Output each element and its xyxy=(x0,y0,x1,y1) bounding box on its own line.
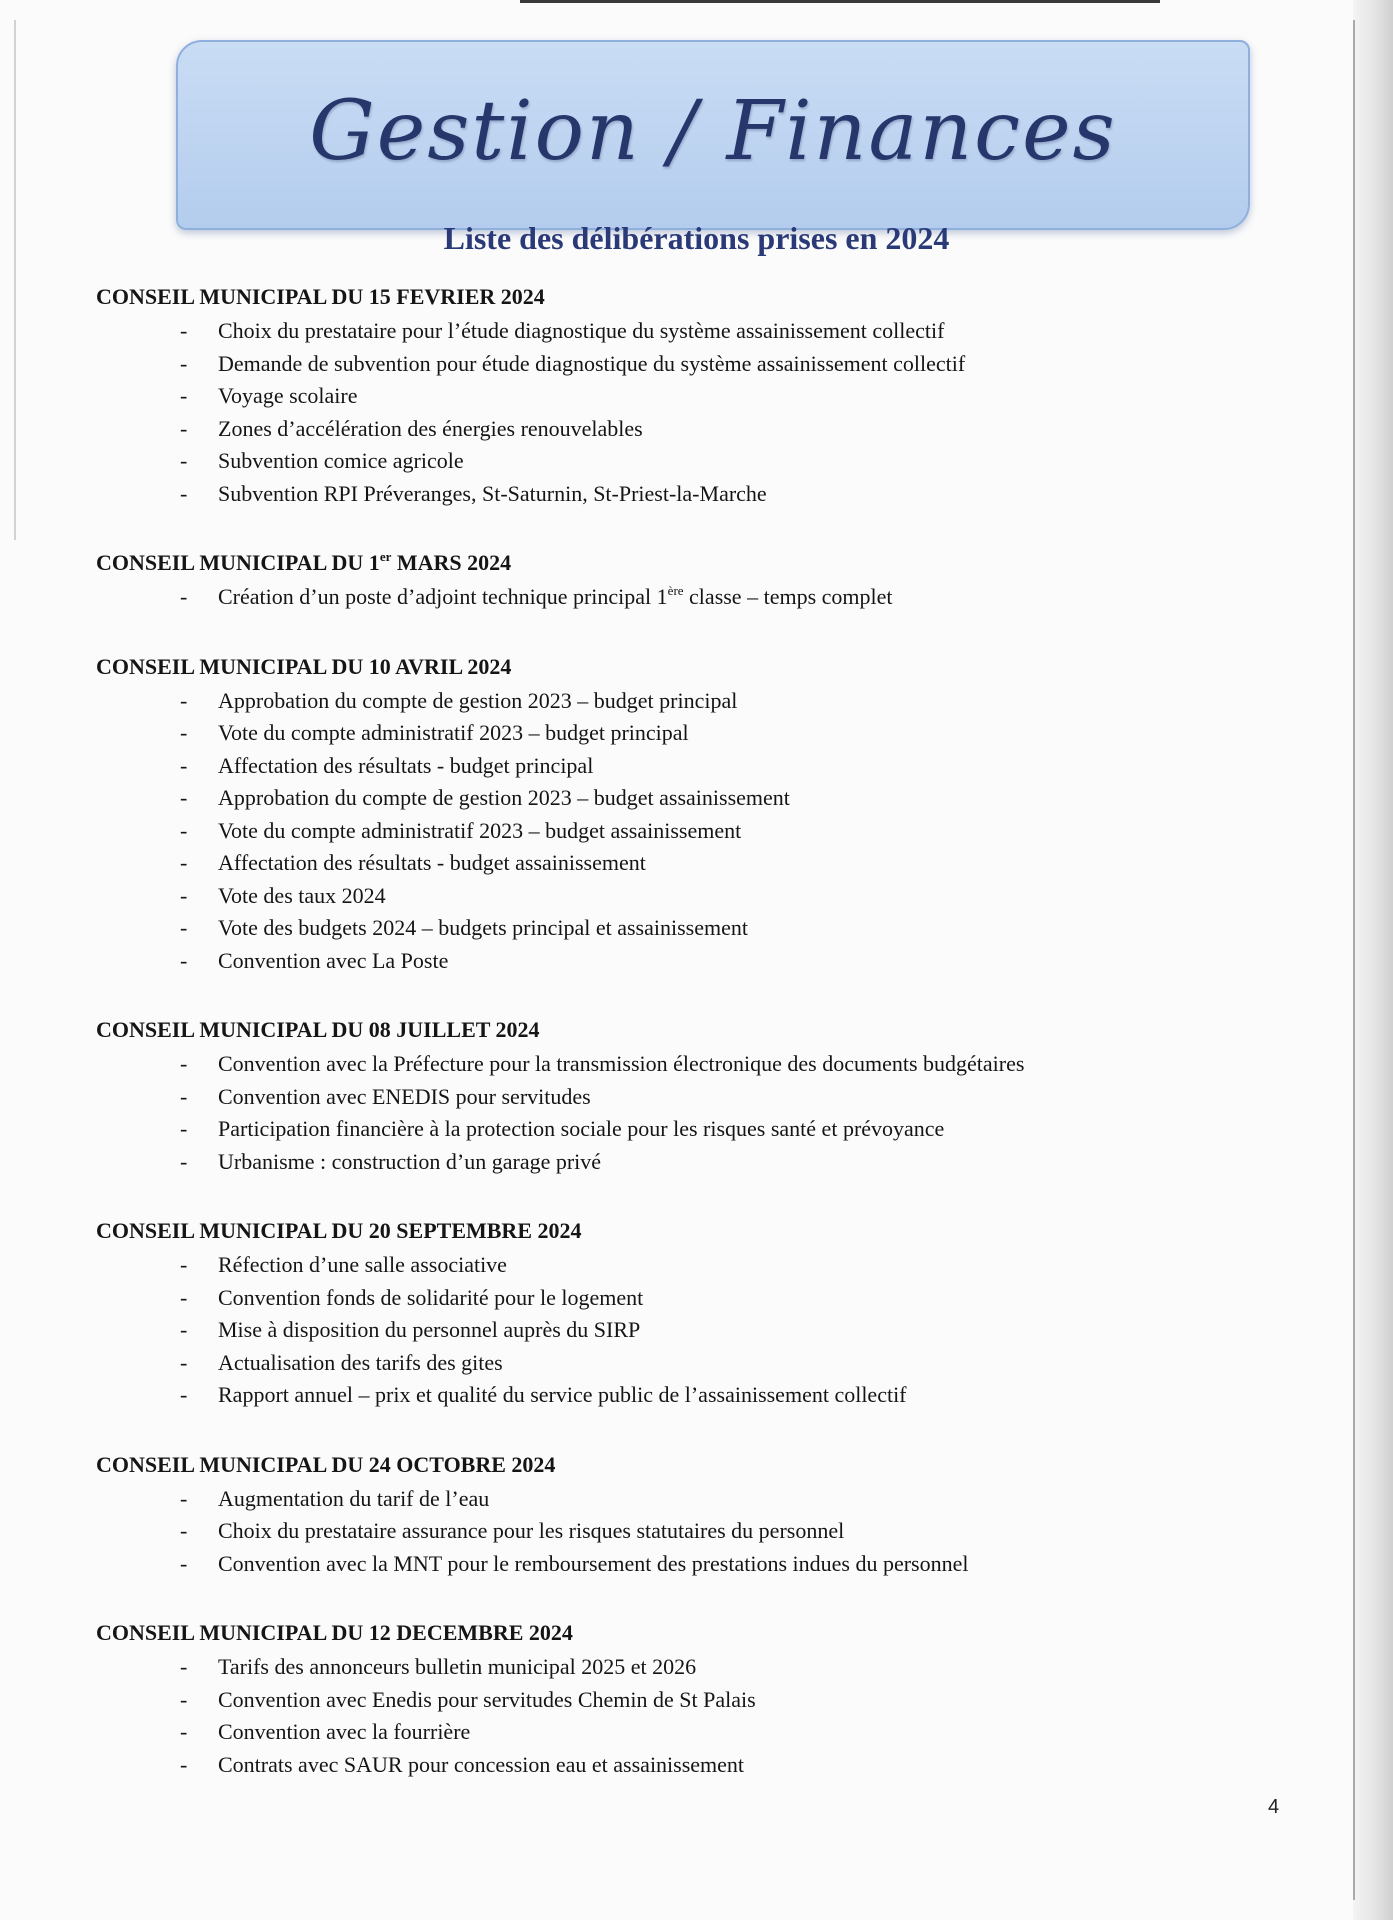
list-item: - Choix du prestataire assurance pour les risques statutaires du personnel xyxy=(180,1515,1276,1548)
page-subtitle: Liste des délibérations prises en 2024 xyxy=(443,220,950,256)
deliberation-items xyxy=(96,315,1276,510)
scan-edge-right-line xyxy=(1353,20,1355,1900)
list-item: - Actualisation des tarifs des gites xyxy=(180,1347,1276,1380)
list-item: - Convention avec la Préfecture pour la transmission électronique des documents budgétaires xyxy=(180,1048,1276,1081)
list-item: - Convention avec la fourrière xyxy=(180,1716,1276,1749)
session-mars xyxy=(96,548,1276,614)
list-item: - Affectation des résultats - budget assainissement xyxy=(180,847,1276,880)
deliberation-items xyxy=(96,1249,1276,1412)
session-avril xyxy=(96,652,1276,978)
deliberation-items xyxy=(96,581,1276,614)
session-heading: CONSEIL MUNICIPAL DU 12 DECEMBRE 2024 xyxy=(96,1620,573,1645)
list-item: - Subvention comice agricole xyxy=(180,445,1276,478)
session-septembre xyxy=(96,1216,1276,1412)
list-item: - Convention avec ENEDIS pour servitudes xyxy=(180,1081,1276,1114)
heading-text: CONSEIL MUNICIPAL DU 1 xyxy=(96,550,380,575)
deliberation-items xyxy=(96,1483,1276,1581)
list-item: - Convention avec la MNT pour le remboursement des prestations indues du personnel xyxy=(180,1548,1276,1581)
list-item: - Voyage scolaire xyxy=(180,380,1276,413)
session-octobre xyxy=(96,1450,1276,1581)
session-heading xyxy=(96,548,1276,578)
list-item: - Mise à disposition du personnel auprès du SIRP xyxy=(180,1314,1276,1347)
list-item: - Vote des taux 2024 xyxy=(180,880,1276,913)
list-item: - Convention avec La Poste xyxy=(180,945,1276,978)
list-item: - Convention avec Enedis pour servitudes Chemin de St Palais xyxy=(180,1684,1276,1717)
session-juillet xyxy=(96,1015,1276,1178)
session-heading: CONSEIL MUNICIPAL DU 10 AVRIL 2024 xyxy=(96,653,512,679)
list-item: - Vote du compte administratif 2023 – budget principal xyxy=(180,717,1276,750)
scan-edge-left xyxy=(14,20,16,540)
list-item xyxy=(180,581,1276,614)
page-number: 4 xyxy=(1268,1796,1280,1818)
heading-superscript: er xyxy=(379,549,392,564)
session-heading: CONSEIL MUNICIPAL DU 15 FEVRIER 2024 xyxy=(96,284,545,309)
scan-edge-right xyxy=(1353,0,1393,1920)
deliberation-items xyxy=(96,1048,1276,1178)
list-item: - Tarifs des annonceurs bulletin municipal 2025 et 2026 xyxy=(180,1651,1276,1684)
list-item: - Approbation du compte de gestion 2023 – budget assainissement xyxy=(180,782,1276,815)
session-fevrier xyxy=(96,282,1276,510)
heading-text-end: MARS 2024 xyxy=(391,550,512,575)
list-item: - Augmentation du tarif de l’eau xyxy=(180,1483,1276,1516)
list-item: - Contrats avec SAUR pour concession eau et assainissement xyxy=(180,1749,1276,1782)
list-item: - Demande de subvention pour étude diagnostique du système assainissement collectif xyxy=(180,348,1276,381)
list-item: - Urbanisme : construction d’un garage privé xyxy=(180,1146,1276,1179)
deliberation-items xyxy=(96,1651,1276,1781)
list-item: - Subvention RPI Préveranges, St-Saturnin, St-Priest-la-Marche xyxy=(180,478,1276,511)
session-decembre xyxy=(96,1618,1276,1781)
list-item: - Réfection d’une salle associative xyxy=(180,1249,1276,1282)
list-item: - Vote du compte administratif 2023 – budget assainissement xyxy=(180,815,1276,848)
list-item: - Affectation des résultats - budget principal xyxy=(180,750,1276,783)
item-text: Création d’un poste d’adjoint technique principal 1 xyxy=(218,584,668,609)
scan-edge-top xyxy=(520,0,1160,3)
list-item: - Zones d’accélération des énergies renouvelables xyxy=(180,413,1276,446)
title-banner xyxy=(176,40,1250,230)
banner-title: Gestion / Finances xyxy=(309,84,1117,179)
session-heading: CONSEIL MUNICIPAL DU 20 SEPTEMBRE 2024 xyxy=(96,1218,582,1243)
deliberations-list xyxy=(96,282,1276,1819)
session-heading: CONSEIL MUNICIPAL DU 24 OCTOBRE 2024 xyxy=(96,1451,556,1477)
list-item: - Rapport annuel – prix et qualité du service public de l’assainissement collectif xyxy=(180,1379,1276,1412)
list-item: - Participation financière à la protection sociale pour les risques santé et prévoyance xyxy=(180,1113,1276,1146)
item-text-end: classe – temps complet xyxy=(683,584,893,609)
deliberation-items xyxy=(96,685,1276,978)
list-item: - Approbation du compte de gestion 2023 – budget principal xyxy=(180,685,1276,718)
list-item: - Vote des budgets 2024 – budgets principal et assainissement xyxy=(180,912,1276,945)
session-heading: CONSEIL MUNICIPAL DU 08 JUILLET 2024 xyxy=(96,1017,540,1042)
list-item: - Convention fonds de solidarité pour le logement xyxy=(180,1282,1276,1315)
item-superscript: ère xyxy=(667,583,684,598)
list-item: - Choix du prestataire pour l’étude diagnostique du système assainissement collectif xyxy=(180,315,1276,348)
